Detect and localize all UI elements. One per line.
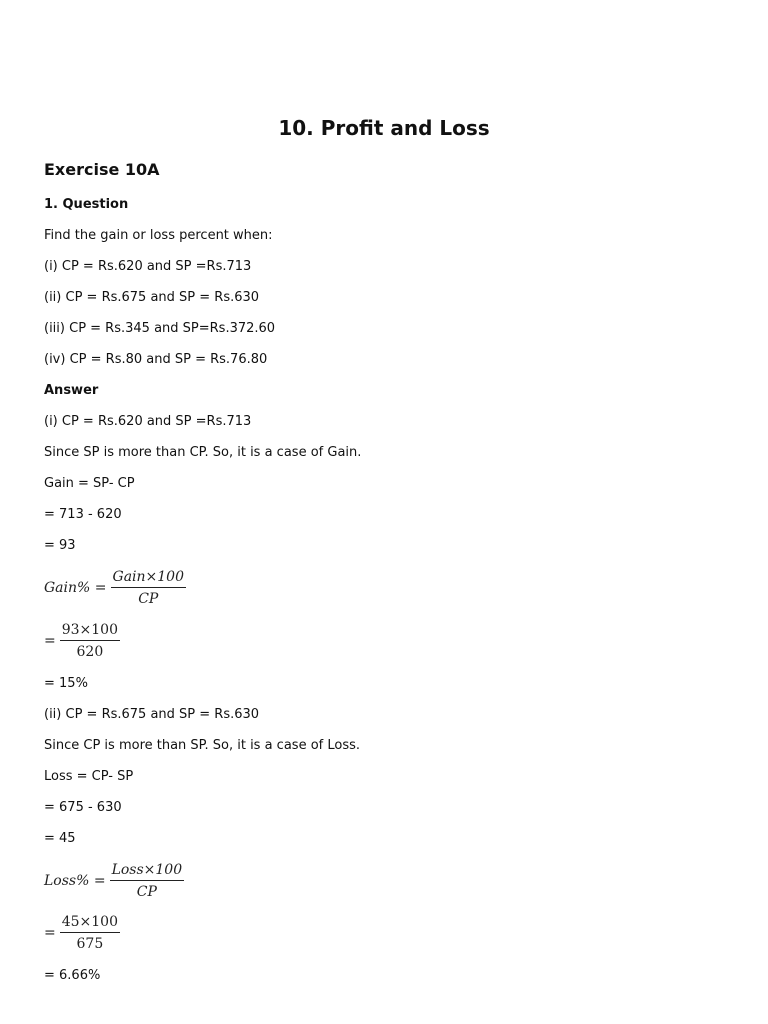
loss-sub-lhs: = bbox=[44, 925, 56, 941]
solution-i-step1: = 713 - 620 bbox=[44, 507, 122, 522]
loss-sub-fraction bbox=[60, 913, 120, 953]
gain-sub-lhs: = bbox=[44, 633, 56, 649]
exercise-heading: Exercise 10A bbox=[44, 160, 160, 179]
gain-sub-denominator: 620 bbox=[76, 644, 104, 660]
solution-ii-step1: = 675 - 630 bbox=[44, 800, 122, 815]
question-part-iii: (iii) CP = Rs.345 and SP=Rs.372.60 bbox=[44, 321, 276, 336]
solution-i-result: = 15% bbox=[44, 676, 88, 691]
loss-sub-numerator: 45×100 bbox=[60, 913, 120, 933]
solution-i-step2: = 93 bbox=[44, 538, 76, 553]
solution-ii-statement: Since CP is more than SP. So, it is a case of Loss. bbox=[44, 738, 361, 753]
loss-percent-formula bbox=[44, 861, 184, 901]
gain-percent-denominator: CP bbox=[138, 591, 159, 607]
page-title: 10. Profit and Loss bbox=[278, 116, 490, 140]
gain-percent-fraction bbox=[111, 568, 186, 608]
solution-i-formula: Gain = SP- CP bbox=[44, 476, 135, 491]
loss-sub-denominator: 675 bbox=[76, 936, 104, 952]
gain-percent-formula bbox=[44, 568, 186, 608]
solution-i-heading: (i) CP = Rs.620 and SP =Rs.713 bbox=[44, 414, 252, 429]
gain-sub-numerator: 93×100 bbox=[60, 621, 120, 641]
solution-ii-formula: Loss = CP- SP bbox=[44, 769, 134, 784]
answer-heading: Answer bbox=[44, 383, 99, 398]
solution-ii-heading: (ii) CP = Rs.675 and SP = Rs.630 bbox=[44, 707, 260, 722]
solution-i-statement: Since SP is more than CP. So, it is a case of Gain. bbox=[44, 445, 362, 460]
gain-percent-substitution bbox=[44, 621, 120, 661]
question-part-iv: (iv) CP = Rs.80 and SP = Rs.76.80 bbox=[44, 352, 268, 367]
question-text: Find the gain or loss percent when: bbox=[44, 228, 273, 243]
loss-percent-substitution bbox=[44, 913, 120, 953]
loss-percent-numerator: Loss×100 bbox=[110, 861, 185, 881]
gain-percent-lhs: Gain% = bbox=[44, 580, 107, 596]
loss-percent-lhs: Loss% = bbox=[44, 873, 106, 889]
solution-ii-result: = 6.66% bbox=[44, 968, 101, 983]
solution-ii-step2: = 45 bbox=[44, 831, 76, 846]
loss-percent-denominator: CP bbox=[136, 884, 157, 900]
question-heading: 1. Question bbox=[44, 197, 129, 212]
question-part-i: (i) CP = Rs.620 and SP =Rs.713 bbox=[44, 259, 252, 274]
loss-percent-fraction bbox=[110, 861, 185, 901]
gain-percent-numerator: Gain×100 bbox=[111, 568, 186, 588]
question-part-ii: (ii) CP = Rs.675 and SP = Rs.630 bbox=[44, 290, 260, 305]
gain-sub-fraction bbox=[60, 621, 120, 661]
